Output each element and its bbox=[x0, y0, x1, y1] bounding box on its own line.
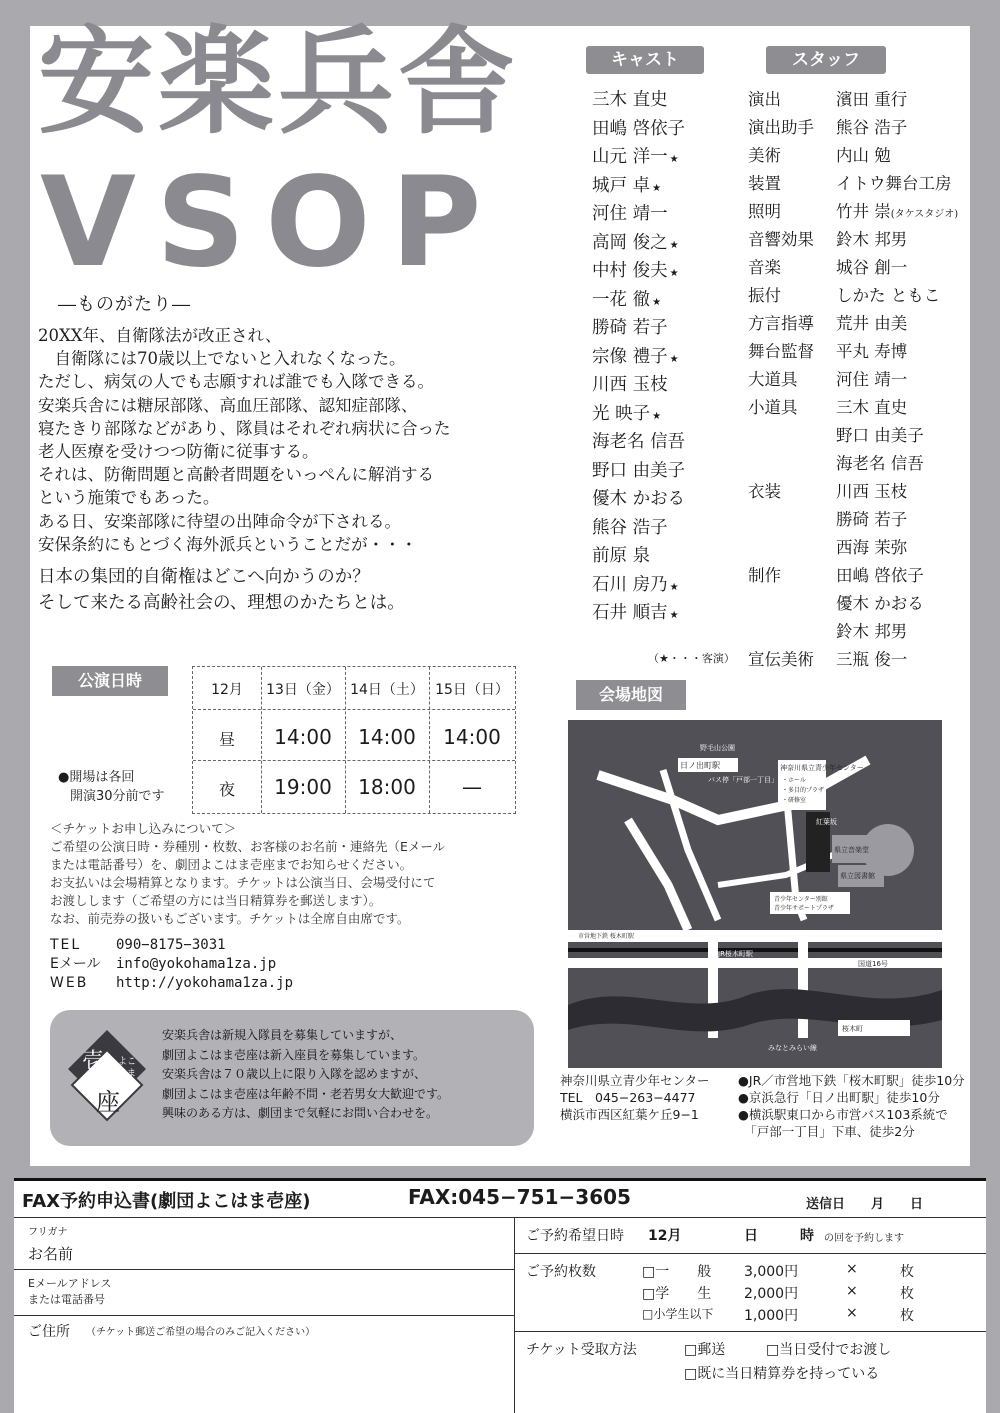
map-label-library: 県立図書館 bbox=[840, 872, 875, 880]
staff-name bbox=[836, 450, 924, 481]
map-label-rest: 桜木町 bbox=[842, 1025, 863, 1033]
staff-role: 振付 bbox=[748, 286, 781, 305]
staff-role: 大道具 bbox=[748, 370, 798, 389]
staff-role: 宣伝美術 bbox=[748, 650, 814, 669]
access-line: ●京浜急行「日ノ出町駅」徒歩10分 bbox=[738, 1090, 940, 1105]
logo-char-4: はま bbox=[118, 1069, 137, 1079]
staff-role: 小道具 bbox=[748, 398, 798, 417]
cast-name: 光 映子 bbox=[592, 403, 651, 424]
cast-name: 一花 徹 bbox=[592, 289, 651, 310]
story-closing-2: そして来たる高齢社会の、理想のかたちとは。 bbox=[38, 593, 405, 614]
cast-member bbox=[592, 599, 732, 628]
web-label: WEB bbox=[50, 975, 89, 991]
cast-member bbox=[592, 400, 732, 429]
pickup-prepaid-checkbox[interactable]: □既に当日精算券を持っている bbox=[684, 1366, 880, 1382]
doors-note-line: ●開場は各回 bbox=[58, 770, 135, 785]
staff-name bbox=[836, 618, 907, 649]
ticket-quantity-field[interactable]: 枚 bbox=[900, 1264, 914, 1280]
story-line: という施策でもあった。 bbox=[38, 488, 220, 508]
address-label: ご住所 bbox=[28, 1324, 70, 1340]
staff-name-text: 熊谷 浩子 bbox=[836, 118, 908, 137]
staff-row bbox=[748, 114, 978, 142]
staff-row bbox=[748, 226, 978, 254]
cast-name: 川西 玉枝 bbox=[592, 375, 668, 395]
staff-row bbox=[748, 310, 978, 338]
evening-time-14: 18:00 bbox=[358, 775, 416, 799]
schedule-day-15: 15日（日） bbox=[435, 682, 509, 698]
cast-member bbox=[592, 457, 732, 486]
guest-star-icon: ★ bbox=[669, 610, 679, 621]
cast-name: 高岡 俊之 bbox=[592, 232, 668, 253]
staff-role: 照明 bbox=[748, 202, 781, 221]
guest-note: （★・・・客演） bbox=[648, 652, 735, 665]
map-label-plaza: ・多目的プラザ bbox=[782, 787, 825, 794]
staff-name bbox=[836, 86, 907, 117]
reservation-time[interactable]: 時 bbox=[800, 1228, 814, 1244]
ticket-line: または電話番号）を、劇団よこはま壱座までお知らせください。 bbox=[50, 857, 413, 872]
cast-name: 石井 順吉 bbox=[592, 603, 668, 623]
staff-row bbox=[748, 506, 978, 534]
staff-name bbox=[836, 366, 907, 397]
staff-name bbox=[836, 422, 924, 453]
staff-name-text: 海老名 信吾 bbox=[836, 454, 924, 473]
venue-access bbox=[738, 1072, 965, 1140]
schedule-day-14: 14日（土） bbox=[350, 682, 424, 698]
cast-member bbox=[592, 229, 732, 258]
ticket-line: お支払いは会場精算となります。チケットは公演当日、会場受付にて bbox=[50, 875, 436, 890]
fax-number[interactable]: FAX:045−751−3605 bbox=[408, 1185, 631, 1209]
schedule-table bbox=[192, 666, 516, 814]
staff-row bbox=[748, 646, 978, 674]
staff-name bbox=[836, 310, 907, 341]
story-line: 20XX年、自衛隊法が改正され、 bbox=[38, 326, 282, 345]
cast-member bbox=[592, 200, 732, 229]
reservation-suffix: の回を予約します bbox=[824, 1233, 904, 1244]
cast-member bbox=[592, 86, 732, 115]
recruit-line: 劇団よこはま壱座は新入座員を募集しています。 bbox=[162, 1047, 426, 1062]
ticket-info bbox=[50, 820, 550, 993]
map-label-support: 青少年サポートプラザ bbox=[774, 905, 834, 912]
staff-row bbox=[748, 198, 978, 226]
staff-row bbox=[748, 478, 978, 506]
staff-row bbox=[748, 142, 978, 170]
evening-time-13: 19:00 bbox=[274, 775, 332, 799]
staff-name bbox=[836, 142, 891, 173]
map-label-center: 青少年センター別館 bbox=[774, 896, 828, 903]
cast-name: 勝碕 若子 bbox=[592, 318, 668, 338]
guest-star-icon: ★ bbox=[652, 410, 662, 422]
staff-row bbox=[748, 422, 978, 450]
staff-row bbox=[748, 534, 978, 562]
staff-name-text: 濱田 重行 bbox=[836, 90, 908, 109]
ticket-count-label: ご予約枚数 bbox=[526, 1264, 596, 1280]
staff-role: 音楽 bbox=[748, 258, 781, 277]
staff-row bbox=[748, 394, 978, 422]
cast-name: 山元 洋一 bbox=[592, 147, 668, 167]
play-title-vsop: VSOP bbox=[40, 151, 502, 295]
cast-member bbox=[592, 172, 732, 201]
address-field[interactable] bbox=[14, 1317, 514, 1413]
story-line: ただし、病気の人でも志願すれば誰でも入隊できる。 bbox=[38, 372, 434, 392]
staff-row bbox=[748, 254, 978, 282]
cast-member bbox=[592, 343, 732, 372]
map-label-hall: ・ホール bbox=[782, 777, 806, 784]
pickup-desk-checkbox[interactable]: □当日受付でお渡し bbox=[766, 1342, 892, 1358]
venue-map bbox=[568, 720, 942, 1068]
price-type-checkbox[interactable]: □小学生以下 bbox=[642, 1307, 714, 1321]
map-label-kanagawa: 神奈川県立青少年センター bbox=[780, 764, 864, 772]
tel-number[interactable]: 090−8175−3031 bbox=[116, 937, 226, 953]
staff-row bbox=[748, 618, 978, 646]
staff-name-text: 河住 靖一 bbox=[836, 370, 908, 389]
story-heading: ―ものがたり― bbox=[58, 294, 191, 315]
cast-member bbox=[592, 257, 732, 286]
guest-star-icon: ★ bbox=[669, 239, 679, 251]
map-label: 会場地図 bbox=[576, 680, 686, 710]
staff-name bbox=[836, 506, 907, 537]
name-label: お名前 bbox=[28, 1245, 74, 1263]
staff-name bbox=[836, 590, 924, 621]
staff-name-text: しかた ともこ bbox=[836, 286, 941, 305]
email-label: Eメール bbox=[50, 956, 101, 972]
story-body bbox=[38, 324, 546, 556]
recruit-line: 安楽兵舎は７０歳以上に限り入隊を認めますが、 bbox=[162, 1067, 427, 1081]
cast-name: 前原 泉 bbox=[592, 546, 651, 566]
cast-name: 野口 由美子 bbox=[592, 460, 686, 481]
staff-row bbox=[748, 170, 978, 198]
email-phone-field[interactable] bbox=[14, 1271, 514, 1315]
staff-role: 方言指導 bbox=[748, 314, 814, 333]
staff-name-text: 竹井 崇 bbox=[836, 202, 891, 221]
story-line: 安楽兵舎には糖尿部隊、高血圧部隊、認知症部隊、 bbox=[38, 395, 418, 415]
name-field[interactable] bbox=[14, 1221, 514, 1269]
matinee-time-15: 14:00 bbox=[443, 725, 501, 749]
schedule-month: 12月 bbox=[211, 682, 243, 698]
staff-name bbox=[836, 198, 958, 229]
cast-name: 優木 かおる bbox=[592, 489, 686, 509]
staff-name bbox=[836, 226, 907, 257]
evening-label: 夜 bbox=[218, 780, 235, 799]
guest-star-icon: ★ bbox=[669, 268, 679, 279]
staff-name bbox=[836, 114, 907, 145]
ticket-heading: ＜チケットお申し込みについて＞ bbox=[50, 821, 237, 836]
cast-name: 三木 直史 bbox=[592, 90, 668, 110]
ticket-line: ご希望の公演日時・券種別・枚数、お客様のお名前・連絡先（Eメール bbox=[50, 839, 446, 854]
cast-name: 河住 靖一 bbox=[592, 204, 668, 224]
staff-affiliation: (タケスタジオ) bbox=[890, 209, 959, 220]
staff-name bbox=[836, 282, 940, 313]
staff-name-text: 田嶋 啓依子 bbox=[836, 566, 924, 585]
guest-star-icon: ★ bbox=[669, 353, 679, 365]
recruitment-text bbox=[162, 1026, 449, 1124]
staff-name bbox=[836, 338, 907, 369]
cast-member bbox=[592, 115, 732, 144]
reservation-month: 12月 bbox=[648, 1228, 682, 1244]
price-amount: 3,000円 bbox=[744, 1264, 799, 1280]
staff-row bbox=[748, 338, 978, 366]
address-note: （チケット郵送ご希望の場合のみご記入ください） bbox=[86, 1327, 316, 1338]
access-line: ●横浜駅東口から市営バス103系統で bbox=[738, 1107, 948, 1122]
map-label-minatomirai: みなとみらい線 bbox=[768, 1044, 817, 1052]
staff-name-text: 優木 かおる bbox=[836, 594, 924, 613]
play-title: 安楽兵舎 bbox=[38, 15, 518, 150]
doors-note-line: 開演30分前です bbox=[70, 789, 165, 804]
cast-member bbox=[592, 143, 732, 172]
price-amount: 1,000円 bbox=[744, 1308, 799, 1324]
tel-row bbox=[50, 936, 550, 955]
staff-name bbox=[836, 394, 907, 425]
recruit-line: 安楽兵舎は新規入隊員を募集していますが、 bbox=[162, 1028, 403, 1042]
cast-name: 宗像 禮子 bbox=[592, 346, 668, 367]
map-label-bus: バス停「戸部一丁目」 bbox=[708, 776, 778, 784]
staff-name-text: 鈴木 邦男 bbox=[836, 230, 908, 249]
staff-role: 演出助手 bbox=[748, 118, 814, 137]
email-address[interactable]: info@yokohama1za.jp bbox=[116, 956, 277, 972]
recruitment-box bbox=[50, 1010, 534, 1146]
staff-name-text: 野口 由美子 bbox=[836, 426, 924, 445]
staff-name-text: 平丸 寿博 bbox=[836, 342, 908, 361]
staff-row bbox=[748, 86, 978, 114]
cast-name: 石川 房乃 bbox=[592, 574, 668, 595]
fax-reservation-form bbox=[14, 1178, 986, 1413]
staff-role: 制作 bbox=[748, 566, 781, 585]
story-line: それは、防衛問題と高齢者問題をいっぺんに解消する bbox=[38, 465, 434, 485]
staff-list bbox=[748, 86, 978, 674]
guest-star-icon: ★ bbox=[669, 154, 679, 165]
map-label-kensyu: ・研修室 bbox=[782, 797, 807, 804]
email-row bbox=[50, 955, 550, 974]
reservation-date-label: ご予約希望日時 bbox=[526, 1228, 624, 1244]
staff-label: スタッフ bbox=[766, 46, 886, 74]
cast-member bbox=[592, 485, 732, 514]
map-label-momijizaka: 紅葉坂 bbox=[816, 818, 837, 826]
logo-char-2: 座 bbox=[96, 1088, 120, 1116]
staff-row bbox=[748, 282, 978, 310]
email-field-label-2: または電話番号 bbox=[28, 1293, 105, 1306]
price-type-checkbox[interactable]: □学 生 bbox=[642, 1286, 712, 1302]
ticket-quantity-field[interactable]: 枚 bbox=[900, 1308, 914, 1324]
staff-role: 美術 bbox=[748, 146, 781, 165]
staff-row bbox=[748, 366, 978, 394]
matinee-time-13: 14:00 bbox=[274, 725, 332, 749]
evening-time-15: — bbox=[462, 775, 482, 799]
ticket-line: なお、前売券の扱いもございます。チケットは全席自由席です。 bbox=[50, 911, 410, 926]
venue-address: 横浜市西区紅葉ケ丘9−1 bbox=[560, 1107, 699, 1122]
story-section bbox=[38, 290, 546, 646]
access-line: 「戸部一丁目」下車、徒歩2分 bbox=[738, 1124, 915, 1139]
logo-char-3: よこ bbox=[118, 1057, 137, 1067]
staff-row bbox=[748, 590, 978, 618]
staff-role: 舞台監督 bbox=[748, 342, 814, 361]
send-date-field[interactable]: 送信日 月 日 bbox=[806, 1197, 924, 1212]
staff-name-text: 川西 玉枝 bbox=[836, 482, 908, 501]
guest-star-icon: ★ bbox=[652, 182, 662, 194]
cast-name: 海老名 信吾 bbox=[592, 432, 686, 452]
pickup-label: チケット受取方法 bbox=[526, 1342, 637, 1358]
staff-name-text: 西海 茉弥 bbox=[836, 538, 908, 557]
ticket-quantity-field[interactable]: 枚 bbox=[900, 1286, 914, 1302]
cast-label: キャスト bbox=[586, 46, 704, 74]
tel-label: TEL bbox=[50, 937, 82, 953]
matinee-time-14: 14:00 bbox=[358, 725, 416, 749]
cast-member bbox=[592, 314, 732, 343]
staff-name-text: 三木 直史 bbox=[836, 398, 908, 417]
story-closing-1: 日本の集団的自衛権はどこへ向かうのか？ bbox=[38, 567, 370, 588]
staff-row bbox=[748, 562, 978, 590]
web-link[interactable]: http://yokohama1za.jp bbox=[116, 975, 294, 991]
venue-name: 神奈川県立青少年センター bbox=[560, 1073, 710, 1088]
story-line: 自衛隊には70歳以上でないと入れなくなった。 bbox=[38, 349, 406, 369]
staff-name-text: 勝碕 若子 bbox=[836, 510, 908, 529]
recruit-line: 興味のある方は、劇団まで気軽にお問い合わせを。 bbox=[162, 1106, 439, 1120]
staff-name bbox=[836, 254, 907, 285]
cast-list bbox=[592, 86, 732, 628]
staff-name bbox=[836, 170, 952, 201]
matinee-label: 昼 bbox=[218, 730, 235, 749]
pickup-mail-checkbox[interactable]: □郵送 bbox=[684, 1342, 726, 1358]
cast-member bbox=[592, 428, 732, 457]
email-field-label: Eメールアドレス bbox=[28, 1277, 112, 1290]
staff-row bbox=[748, 450, 978, 478]
staff-name-text: 鈴木 邦男 bbox=[836, 622, 908, 641]
cast-name: 熊谷 浩子 bbox=[592, 517, 668, 538]
cast-name: 田嶋 啓依子 bbox=[592, 118, 686, 139]
web-row bbox=[50, 974, 550, 993]
story-line: 寝たきり部隊などがあり、隊員はそれぞれ病状に合った bbox=[38, 418, 451, 438]
staff-role: 衣装 bbox=[748, 482, 781, 501]
times-sign: × bbox=[846, 1305, 858, 1321]
times-sign: × bbox=[846, 1283, 858, 1299]
staff-name-text: 三瓶 俊一 bbox=[836, 650, 908, 669]
guest-star-icon: ★ bbox=[652, 296, 662, 308]
ticket-body bbox=[50, 838, 550, 928]
cast-member bbox=[592, 542, 732, 571]
map-label-subway: 市営地下鉄 桜木町駅 bbox=[578, 933, 634, 940]
ticket-line: お渡しします（ご希望の方には当日精算券を郵送します）。 bbox=[50, 893, 382, 908]
times-sign: × bbox=[846, 1261, 858, 1277]
staff-role: 演出 bbox=[748, 90, 781, 109]
staff-role: 装置 bbox=[748, 174, 781, 193]
venue-tel[interactable]: TEL 045−263−4477 bbox=[560, 1090, 696, 1105]
staff-name-text: イトウ舞台工房 bbox=[836, 174, 952, 193]
staff-name bbox=[836, 478, 907, 509]
cast-name: 中村 俊夫 bbox=[592, 261, 668, 281]
story-line: 老人医療を受けつつ防衛に従事する。 bbox=[38, 442, 319, 462]
staff-name-text: 荒井 由美 bbox=[836, 314, 908, 333]
troupe-logo bbox=[62, 1024, 152, 1130]
cast-name: 城戸 卓 bbox=[592, 175, 651, 196]
staff-name bbox=[836, 534, 907, 565]
fax-form-title: FAX予約申込書(劇団よこはま壱座) bbox=[22, 1191, 311, 1212]
map-label-ongakudo: 県立音楽堂 bbox=[834, 846, 869, 854]
map-label-sakuragicho: JR桜木町駅 bbox=[718, 950, 753, 958]
staff-name-text: 城谷 創一 bbox=[836, 258, 908, 277]
price-amount: 2,000円 bbox=[744, 1286, 799, 1302]
access-line: ●JR／市営地下鉄「桜木町駅」徒歩10分 bbox=[738, 1073, 965, 1088]
map-drawing bbox=[568, 720, 942, 1068]
map-label-nogeyama: 野毛山公園 bbox=[700, 744, 735, 752]
cast-member bbox=[592, 571, 732, 600]
furigana-label: フリガナ bbox=[28, 1227, 68, 1238]
guest-star-icon: ★ bbox=[669, 581, 679, 593]
staff-name-text: 内山 勉 bbox=[836, 146, 891, 165]
story-line: ある日、安楽部隊に待望の出陣命令が下される。 bbox=[38, 511, 401, 531]
cast-member bbox=[592, 371, 732, 400]
cast-member bbox=[592, 514, 732, 543]
map-label-hinode: 日ノ出町駅 bbox=[680, 761, 720, 770]
staff-name bbox=[836, 562, 924, 593]
logo-char-1: 壱 bbox=[82, 1049, 105, 1074]
map-label-route16: 国道16号 bbox=[858, 960, 888, 968]
recruit-line: 劇団よこはま壱座は年齢不問・老若男女大歓迎です。 bbox=[162, 1086, 450, 1101]
cast-member bbox=[592, 286, 732, 315]
story-line: 安保条約にもとづく海外派兵ということだが・・・ bbox=[38, 534, 418, 554]
staff-role: 音響効果 bbox=[748, 230, 814, 249]
staff-name bbox=[836, 646, 907, 677]
schedule-day-13: 13日（金） bbox=[266, 682, 340, 698]
reservation-day[interactable]: 日 bbox=[744, 1228, 758, 1244]
price-type-checkbox[interactable]: □一 般 bbox=[642, 1264, 712, 1280]
schedule-label: 公演日時 bbox=[52, 666, 168, 696]
doors-note bbox=[58, 768, 165, 806]
